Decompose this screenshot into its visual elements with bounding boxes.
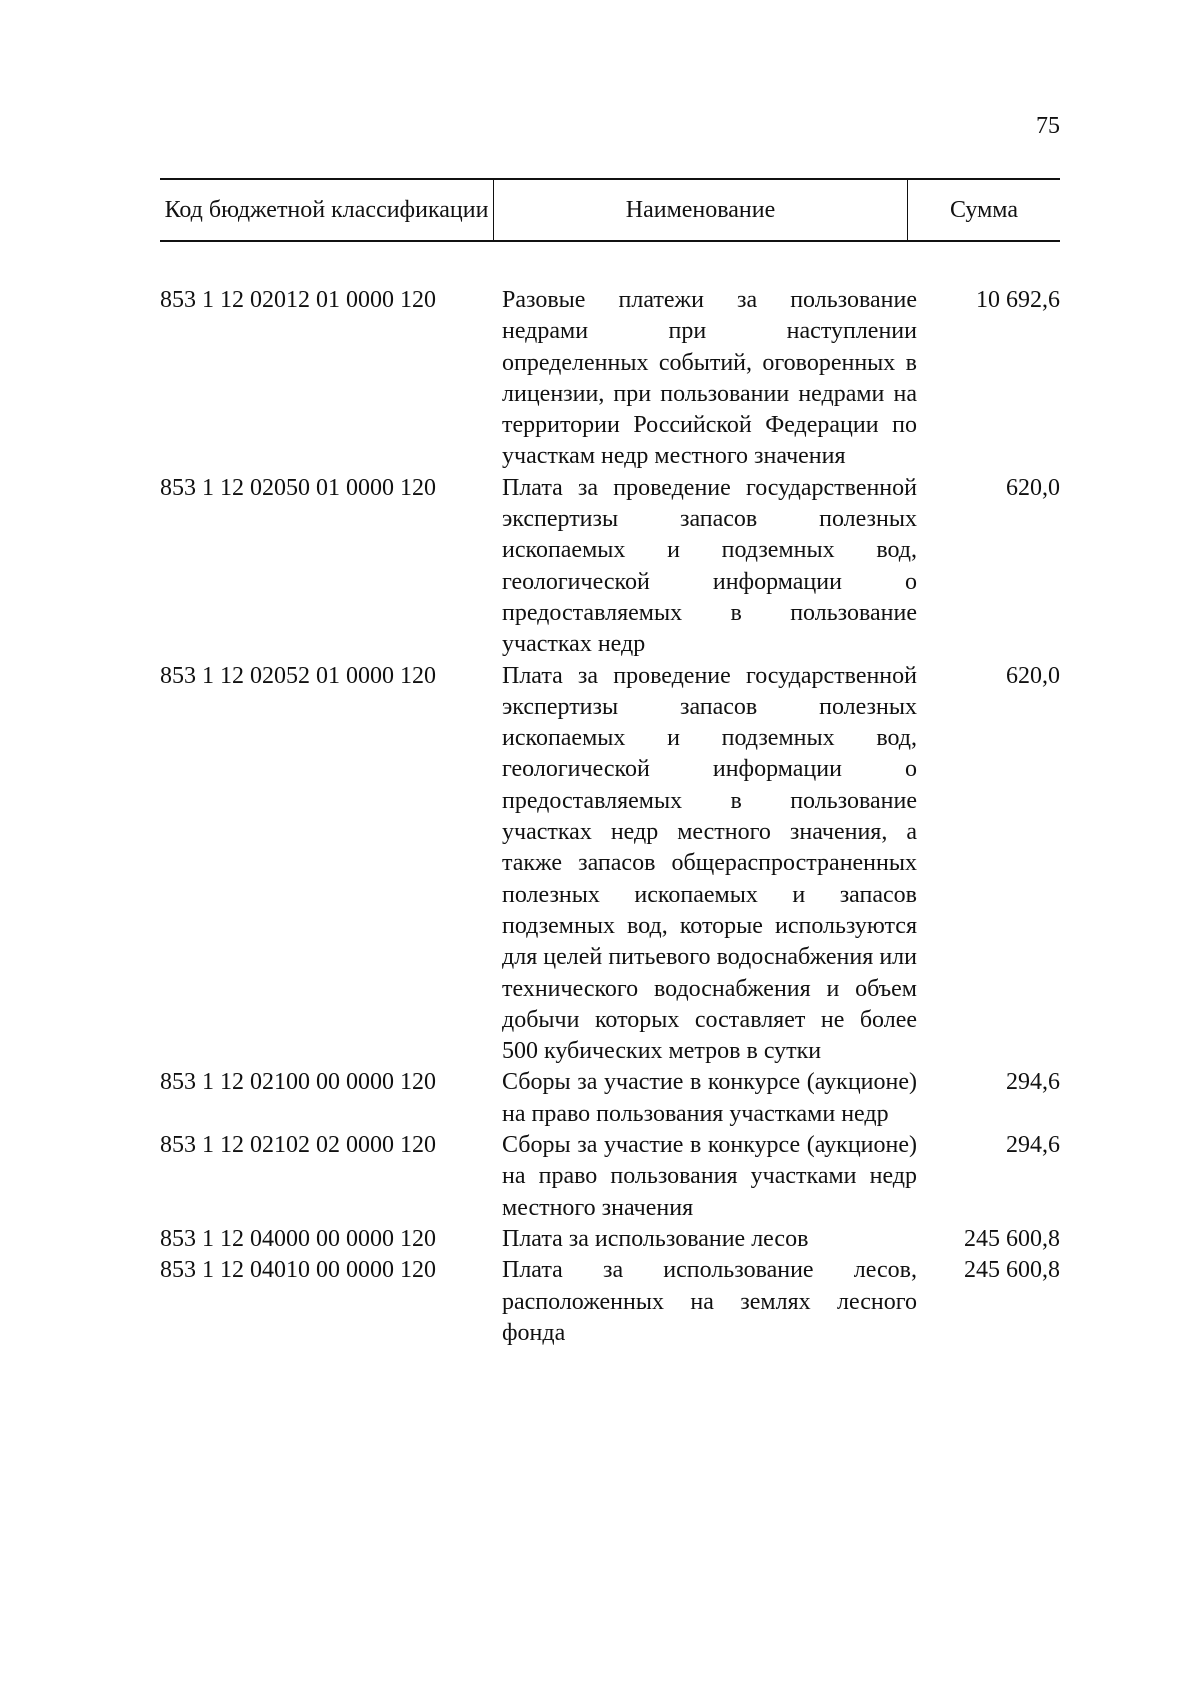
table-header [160,178,1060,242]
budget-code: 853 1 12 02012 01 0000 120 [160,287,436,313]
item-sum: 245 600,8 [964,1257,1060,1284]
budget-code: 853 1 12 04010 00 0000 120 [160,1257,436,1284]
item-name: Плата за проведение государственной экспертизы запасов полезных ископаемых и подземных вод, геологической информации о предоставляемых в пользование участках недр местного значения, а также запасов общераспространенных полезных ископаемых и запасов подземных вод, которые используются для целей питьевого водоснабжения или технического водоснабжения и объем добычи которых составляет не более 500 кубических метров в сутки [502,662,917,1065]
header-code: Код бюджетной классификации [164,196,489,223]
item-name: Плата за проведение государственной экспертизы запасов полезных ископаемых и подземных вод, геологической информации о предоставляемых в пользование участках недр [502,474,917,658]
header-name: Наименование [493,180,908,240]
item-sum: 620,0 [1006,474,1060,501]
table-row [160,1067,1060,1130]
item-name: Разовые платежи за пользование недрами при наступлении определенных событий, оговоренных в лицензии, при пользовании недрами на территории Российской Федерации по участкам недр местного значения [502,287,917,470]
budget-code: 853 1 12 02102 02 0000 120 [160,1132,436,1159]
item-name: Сборы за участие в конкурсе (аукционе) на право пользования участками недр местного значения [502,1132,917,1221]
item-sum: 10 692,6 [976,287,1060,313]
budget-code: 853 1 12 02052 01 0000 120 [160,662,436,689]
item-sum: 620,0 [1006,662,1060,689]
header-sum: Сумма [950,196,1018,223]
item-sum: 294,6 [1006,1132,1060,1159]
table-row [160,285,1060,473]
table-body [160,285,1060,1349]
item-name: Плата за использование лесов [502,1225,809,1252]
table-row [160,1130,1060,1224]
budget-code: 853 1 12 04000 00 0000 120 [160,1225,436,1252]
budget-code: 853 1 12 02100 00 0000 120 [160,1069,436,1096]
item-name: Плата за использование лесов, расположенных на землях лесного фонда [502,1257,917,1346]
table-row [160,1255,1060,1349]
item-sum: 294,6 [1006,1069,1060,1096]
table-row [160,661,1060,1068]
table-row [160,1224,1060,1255]
page-number: 75 [1036,113,1060,139]
item-name: Сборы за участие в конкурсе (аукционе) на право пользования участками недр [502,1069,917,1127]
budget-code: 853 1 12 02050 01 0000 120 [160,474,436,501]
item-sum: 245 600,8 [964,1225,1060,1252]
table-row [160,473,1060,661]
